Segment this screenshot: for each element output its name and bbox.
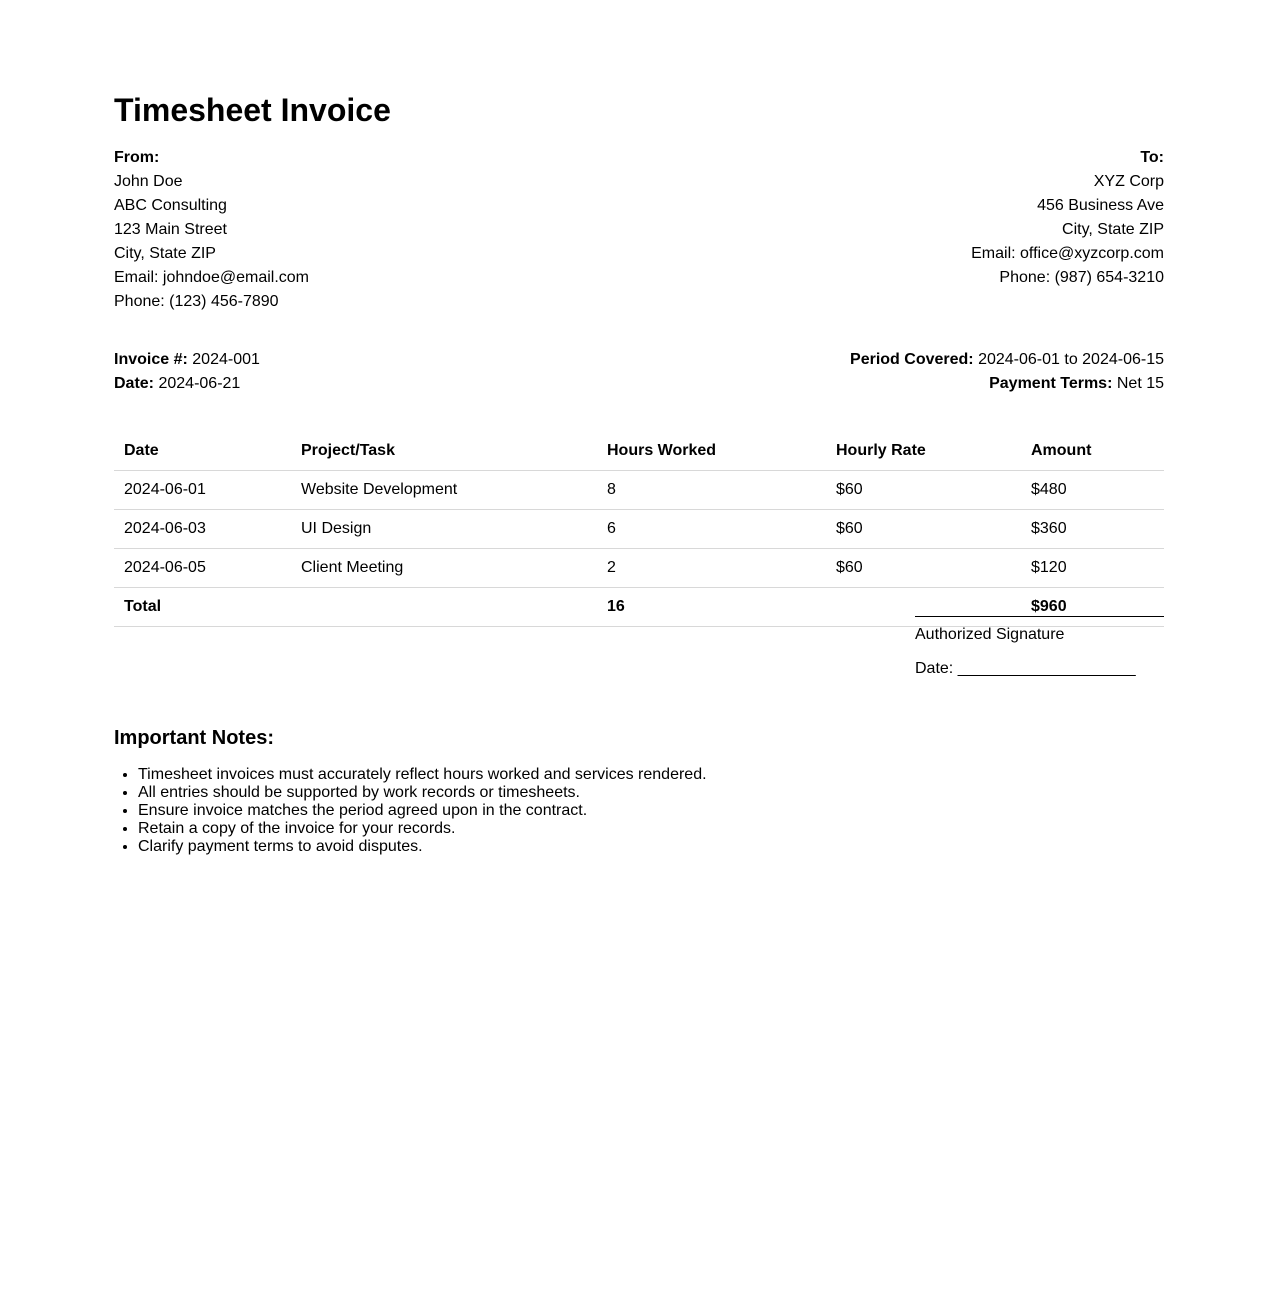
cell-rate: $60 xyxy=(826,549,1021,588)
table-row xyxy=(114,549,1164,588)
cell-hours: 6 xyxy=(597,510,826,549)
terms-value: Net 15 xyxy=(1116,375,1164,392)
invoice-page xyxy=(114,0,1164,855)
invoice-date-row xyxy=(114,372,260,396)
cell-hours: 2 xyxy=(597,549,826,588)
list-item: • Timesheet invoices must accurately reflect hours worked and services rendered. xyxy=(138,766,1164,784)
invoice-meta xyxy=(114,348,1164,396)
cell-rate: $60 xyxy=(826,510,1021,549)
to-heading: To: xyxy=(1140,149,1164,166)
terms-label: Payment Terms: xyxy=(989,375,1113,392)
notes-list xyxy=(114,766,1164,856)
cell-date: 2024-06-05 xyxy=(114,549,291,588)
to-city: City, State ZIP xyxy=(1062,221,1164,238)
cell-hours: 8 xyxy=(597,471,826,510)
from-name: John Doe xyxy=(114,173,183,190)
meta-right xyxy=(850,348,1164,396)
timesheet-table xyxy=(114,432,1164,627)
to-company: XYZ Corp xyxy=(1093,173,1164,190)
period-value: 2024-06-01 to 2024-06-15 xyxy=(978,351,1164,368)
invoice-number-row xyxy=(114,348,260,372)
header-hours: Hours Worked xyxy=(597,432,826,471)
to-block xyxy=(971,146,1164,314)
table-header-row xyxy=(114,432,1164,471)
invoice-number-label: Invoice #: xyxy=(114,351,188,368)
invoice-date-value: 2024-06-21 xyxy=(158,375,241,392)
cell-amount: $480 xyxy=(1021,471,1164,510)
cell-task: Client Meeting xyxy=(291,549,597,588)
notes-heading: Important Notes: xyxy=(114,727,274,749)
signature-label: Authorized Signature xyxy=(915,626,1065,643)
cell-date: 2024-06-03 xyxy=(114,510,291,549)
total-amount: $960 xyxy=(1021,588,1164,627)
parties-section xyxy=(114,146,1164,314)
to-phone: Phone: (987) 654-3210 xyxy=(999,269,1164,286)
cell-rate: $60 xyxy=(826,471,1021,510)
notes-section xyxy=(114,726,1164,856)
header-date: Date xyxy=(114,432,291,471)
cell-task: UI Design xyxy=(291,510,597,549)
period-row xyxy=(850,348,1164,372)
from-company: ABC Consulting xyxy=(114,197,227,214)
from-email: Email: johndoe@email.com xyxy=(114,269,309,286)
list-item: • All entries should be supported by work records or timesheets. xyxy=(138,784,1164,802)
signature-block xyxy=(915,616,1164,679)
header-task: Project/Task xyxy=(291,432,597,471)
table-row xyxy=(114,471,1164,510)
from-city: City, State ZIP xyxy=(114,245,216,262)
cell-amount: $360 xyxy=(1021,510,1164,549)
total-empty-task xyxy=(291,588,597,627)
to-street: 456 Business Ave xyxy=(1037,197,1164,214)
cell-task: Website Development xyxy=(291,471,597,510)
total-label: Total xyxy=(114,588,291,627)
from-block xyxy=(114,146,309,314)
total-hours: 16 xyxy=(597,588,826,627)
cell-amount: $120 xyxy=(1021,549,1164,588)
from-phone: Phone: (123) 456-7890 xyxy=(114,293,279,310)
period-label: Period Covered: xyxy=(850,351,974,368)
cell-date: 2024-06-01 xyxy=(114,471,291,510)
terms-row xyxy=(850,372,1164,396)
signature-date: Date: ____________________ xyxy=(915,660,1136,677)
list-item: • Ensure invoice matches the period agreed upon in the contract. xyxy=(138,802,1164,820)
invoice-number-value: 2024-001 xyxy=(192,351,260,368)
from-street: 123 Main Street xyxy=(114,221,227,238)
meta-left xyxy=(114,348,260,396)
header-amount: Amount xyxy=(1021,432,1164,471)
list-item: • Clarify payment terms to avoid disputes. xyxy=(138,838,1164,856)
list-item: • Retain a copy of the invoice for your records. xyxy=(138,820,1164,838)
header-rate: Hourly Rate xyxy=(826,432,1021,471)
table-row xyxy=(114,510,1164,549)
invoice-date-label: Date: xyxy=(114,375,155,392)
from-heading: From: xyxy=(114,149,160,166)
to-email: Email: office@xyzcorp.com xyxy=(971,245,1164,262)
page-title: Timesheet Invoice xyxy=(114,92,391,128)
signature-line xyxy=(915,616,1164,617)
